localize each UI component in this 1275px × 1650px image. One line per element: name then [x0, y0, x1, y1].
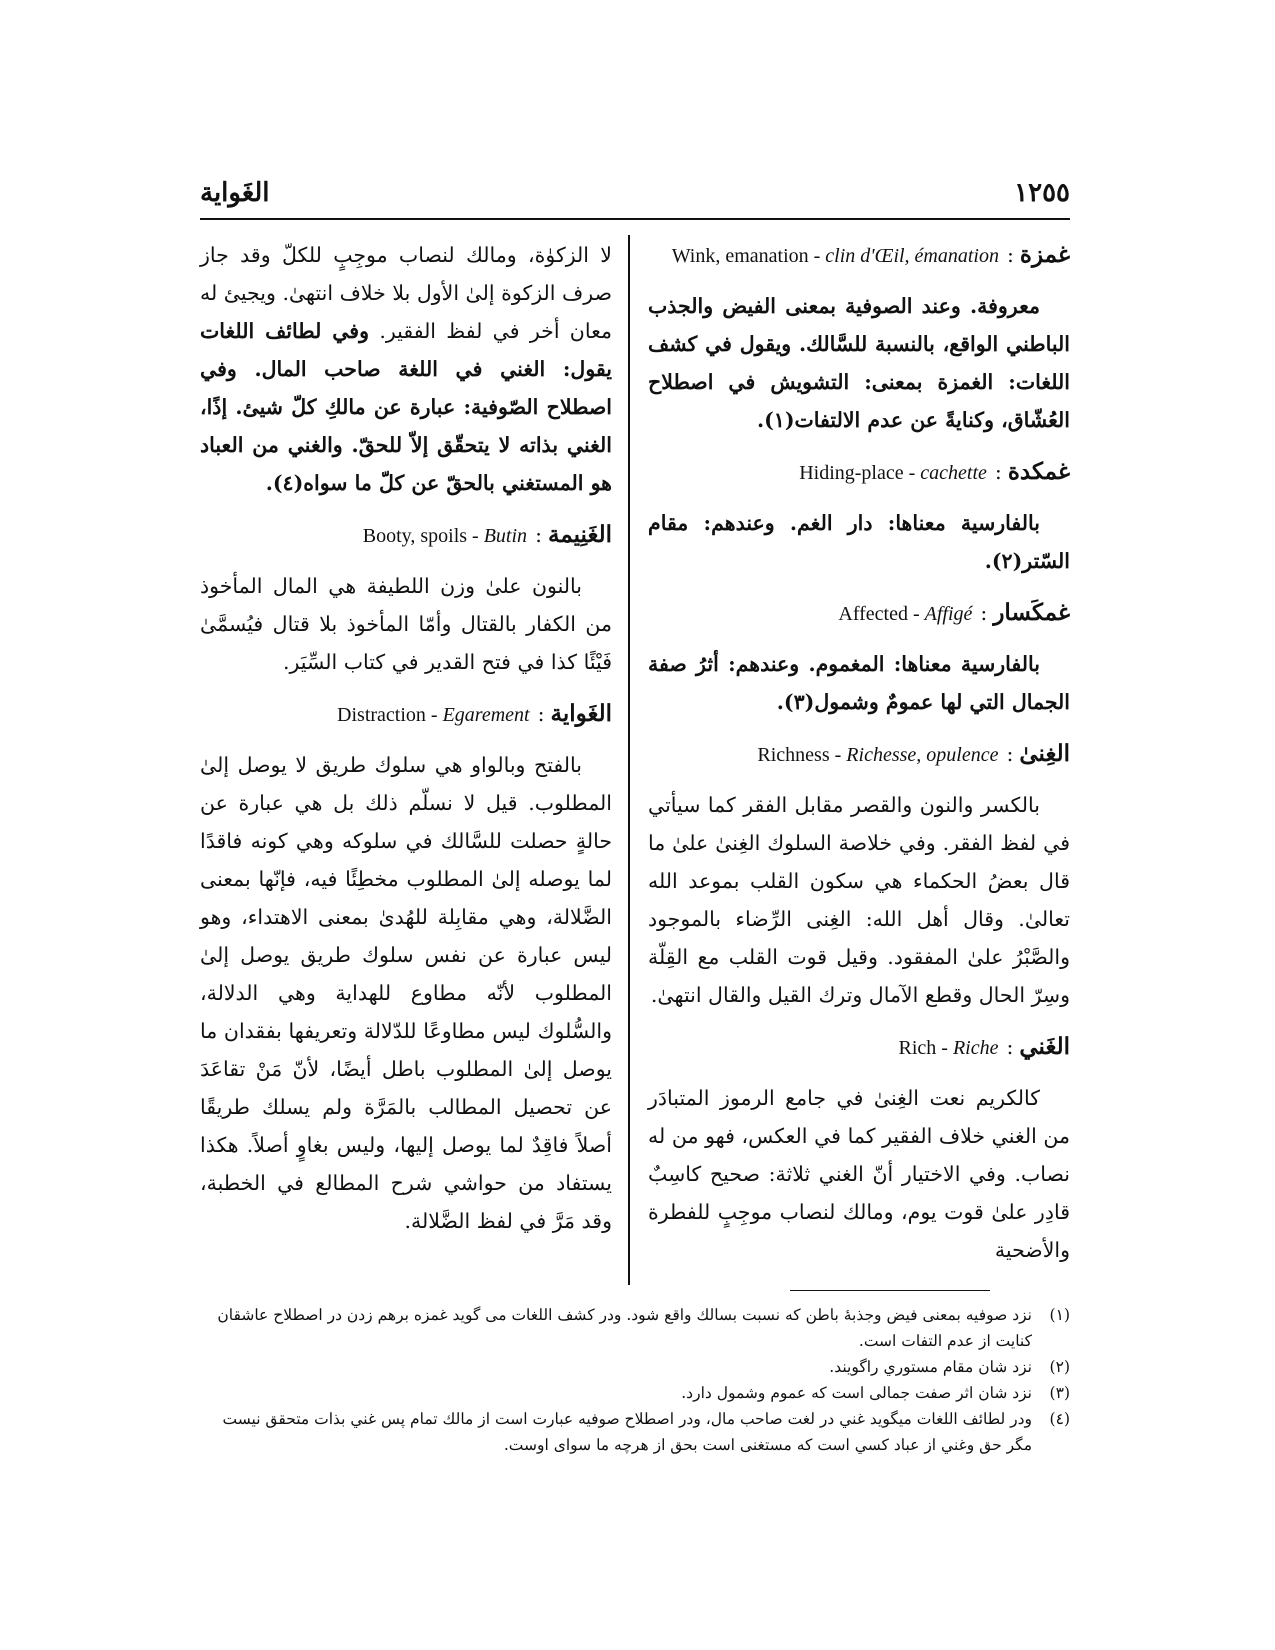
footnotes [200, 1302, 1070, 1458]
entry-head: الغَنِيمة : Booty, spoils - Butin [200, 516, 612, 555]
translation-fr: Affigé [924, 603, 973, 625]
entry-term: الغِنىٰ [1019, 740, 1070, 767]
translation-en: Hiding-place - [799, 462, 916, 484]
entry-definition: بالنون علىٰ وزن اللطيفة هي المال المأخوذ من الكفار بالقتال وأمّا المأخوذ بلا قتال فيُسمَّىٰ فَيْئًا كذا في فتح القدير في كتاب السِّيَر. [200, 574, 612, 674]
entry-head: الغِنىٰ : Richness - Richesse, opulence [648, 735, 1070, 774]
page-number: ١٢٥٥ [1014, 178, 1070, 208]
translation-fr: Butin [483, 525, 528, 547]
entry-term: غمكدة [1007, 458, 1070, 485]
footnote-number: (١) [1049, 1306, 1070, 1324]
entry-head: غمكَسار : Affected - Affigé [648, 594, 1070, 633]
entry [648, 1028, 1070, 1269]
entry-head: غمزة : Wink, emanation - clin d'Œil, émanation [648, 236, 1070, 275]
footnote [200, 1354, 1070, 1380]
footnote-text: نزد شان اثر صفت جمالى است كه عموم وشمول دارد. [681, 1384, 1032, 1402]
translation-en: Distraction - [337, 704, 438, 726]
footnote-number: (٤) [1049, 1410, 1070, 1428]
entry-translation [363, 517, 527, 555]
continuation-text [200, 236, 612, 502]
entry-definition: بالفتح وبالواو هي سلوك طريق لا يوصل إلىٰ المطلوب. قيل لا نسلّم ذلك بل هي عبارة عن حالةٍ حصلت للسَّالك في سلوكه وهي كونه فاقدًا لما يوصله إلىٰ المطلوب مخطِئًا فيه، فإنّها بمعنى الضَّلالة، وهي مقابِلة للهُدىٰ بمعنى الاهتداء، وهو ليس عبارة عن نفس سلوك طريق يوصل إلىٰ المطلوب لأنّه مطاوع للهداية وهي الدلالة، والسُّلوك ليس مطاوعًا للدّلالة وتعريفها بفقدان ما يوصل إلىٰ المطلوب باطل أيضًا، لأنّ مَنْ تقاعَدَ عن تحصيل المطالب بالمَرَّة ولم يسلك طريقًا أصلاً فاقِدٌ لما يوصل إليها، وليس بغاوٍ أصلاً. هكذا يستفاد من حواشي شرح المطالع في الخطبة، وقد مَرَّ في لفظ الضَّلالة. [200, 753, 612, 1233]
entry-definition: معروفة. وعند الصوفية بمعنى الفيض والجذب الباطني الواقع، بالنسبة للسَّالك. ويقول في كشف اللغات: الغمزة بمعنى: التشويش في اصطلاح العُشّاق، وكنايةً عن عدم الالتفات(١). [648, 294, 1070, 432]
translation-fr: Richesse, opulence [846, 744, 999, 766]
entry [200, 516, 612, 681]
right-column [648, 236, 1070, 1283]
translation-en: Affected - [838, 603, 920, 625]
column-divider [628, 235, 630, 1285]
footnote [200, 1380, 1070, 1406]
entry-term: غمكَسار [993, 599, 1070, 626]
translation-fr: Egarement [442, 704, 530, 726]
continuation-plain: لا الزكوٰة، ومالك لنصاب موجِبٍ للكلّ وقد جاز صرف الزكوة إلىٰ الأول بلا خلاف انتهىٰ. ويجيئ له معان أخر في لفظ الفقير. [200, 243, 612, 343]
entry-translation [838, 595, 972, 633]
entry-definition: بالكسر والنون والقصر مقابل الفقر كما سيأتي في لفظ الفقر. وفي خلاصة السلوك الغِنىٰ علىٰ ما قال بعضُ الحكماء هي سكون القلب بموعد الله تعالىٰ. وقال أهل الله: الغِنى الرِّضاء بالموجود والصَّبْرُ علىٰ المفقود. وقيل قوت القلب مع القِلّة وسِرّ الحال وقطع الآمال وترك القيل والقال انتهىٰ. [648, 793, 1070, 1007]
entry [648, 453, 1070, 580]
continuation-bold: وفي لطائف اللغات يقول: الغني في اللغة صاحب المال. وفي اصطلاح الصّوفية: عبارة عن مالكِ كلّ شيئ. إذًا، الغني بذاته لا يتحقّق إلاّ للحقّ. والغني من العباد هو المستغني بالحقّ عن كلّ ما سواه(٤). [200, 319, 612, 495]
entry-translation [757, 736, 998, 774]
translation-fr: Riche [952, 1037, 999, 1059]
footnote-rule [790, 1290, 990, 1291]
footnote-text: نزد صوفيه بمعنى فيض وجذبهٔ باطن كه نسبت بسالك واقع شود. ودر كشف اللغات مى گويد غمزه برهم زدن در اصطلاح عاشقان كنايت از عدم التفات است. [217, 1306, 1032, 1350]
entry-head: الغَواية : Distraction - Egarement [200, 695, 612, 734]
entry-translation [337, 696, 530, 734]
entry-translation [672, 237, 999, 275]
running-head: الغَواية [200, 178, 270, 208]
translation-en: Rich - [898, 1037, 948, 1059]
entry-head: الغَني : Rich - Riche [648, 1028, 1070, 1067]
footnote-text: نزد شان مقام مستوري راگويند. [829, 1358, 1032, 1376]
footnote [200, 1302, 1070, 1354]
footnote [200, 1406, 1070, 1458]
entry-term: غمزة [1019, 241, 1070, 268]
left-column [200, 236, 612, 1254]
entry [648, 735, 1070, 1014]
footnote-number: (٣) [1049, 1384, 1070, 1402]
translation-fr: cachette [920, 462, 987, 484]
page-header [200, 178, 1070, 218]
entry-definition: بالفارسية معناها: المغموم. وعندهم: أثرُ صفة الجمال التي لها عمومٌ وشمول(٣). [648, 652, 1070, 714]
entry [648, 594, 1070, 721]
entry-definition: بالفارسية معناها: دار الغم. وعندهم: مقام السّتر(٢). [648, 511, 1070, 573]
entry [648, 236, 1070, 439]
entry-translation [799, 454, 987, 492]
entry-translation [899, 1029, 999, 1067]
entry-term: الغَنِيمة [547, 521, 612, 548]
footnote-text: ودر لطائف اللغات ميگويد غني در لغت صاحب مال، ودر اصطلاح صوفيه عبارت است از مالك تمام پس غني بذات متحقق نيست مگر حق وغني از عباد كسي است كه مستغنى است بحق از هرچه ما سواى اوست. [222, 1410, 1032, 1454]
translation-en: Richness - [757, 744, 842, 766]
translation-en: Wink, emanation - [671, 245, 821, 267]
entry [200, 695, 612, 1240]
entry-term: الغَواية [550, 700, 612, 727]
translation-fr: clin d'Œil, émanation [825, 245, 999, 267]
header-rule [200, 218, 1070, 220]
translation-en: Booty, spoils - [362, 525, 479, 547]
entry-term: الغَني [1019, 1033, 1070, 1060]
entry-head: غمكدة : Hiding-place - cachette [648, 453, 1070, 492]
entry-definition: كالكريم نعت الغِنىٰ في جامع الرموز المتبادَر من الغني خلاف الفقير كما في العكس، فهو من له نصاب. وفي الاختيار أنّ الغني ثلاثة: صحيح كاسِبٌ قادِر علىٰ قوت يوم، ومالك لنصاب موجِبٍ للفطرة والأضحية [648, 1086, 1070, 1262]
footnote-number: (٢) [1049, 1358, 1070, 1376]
